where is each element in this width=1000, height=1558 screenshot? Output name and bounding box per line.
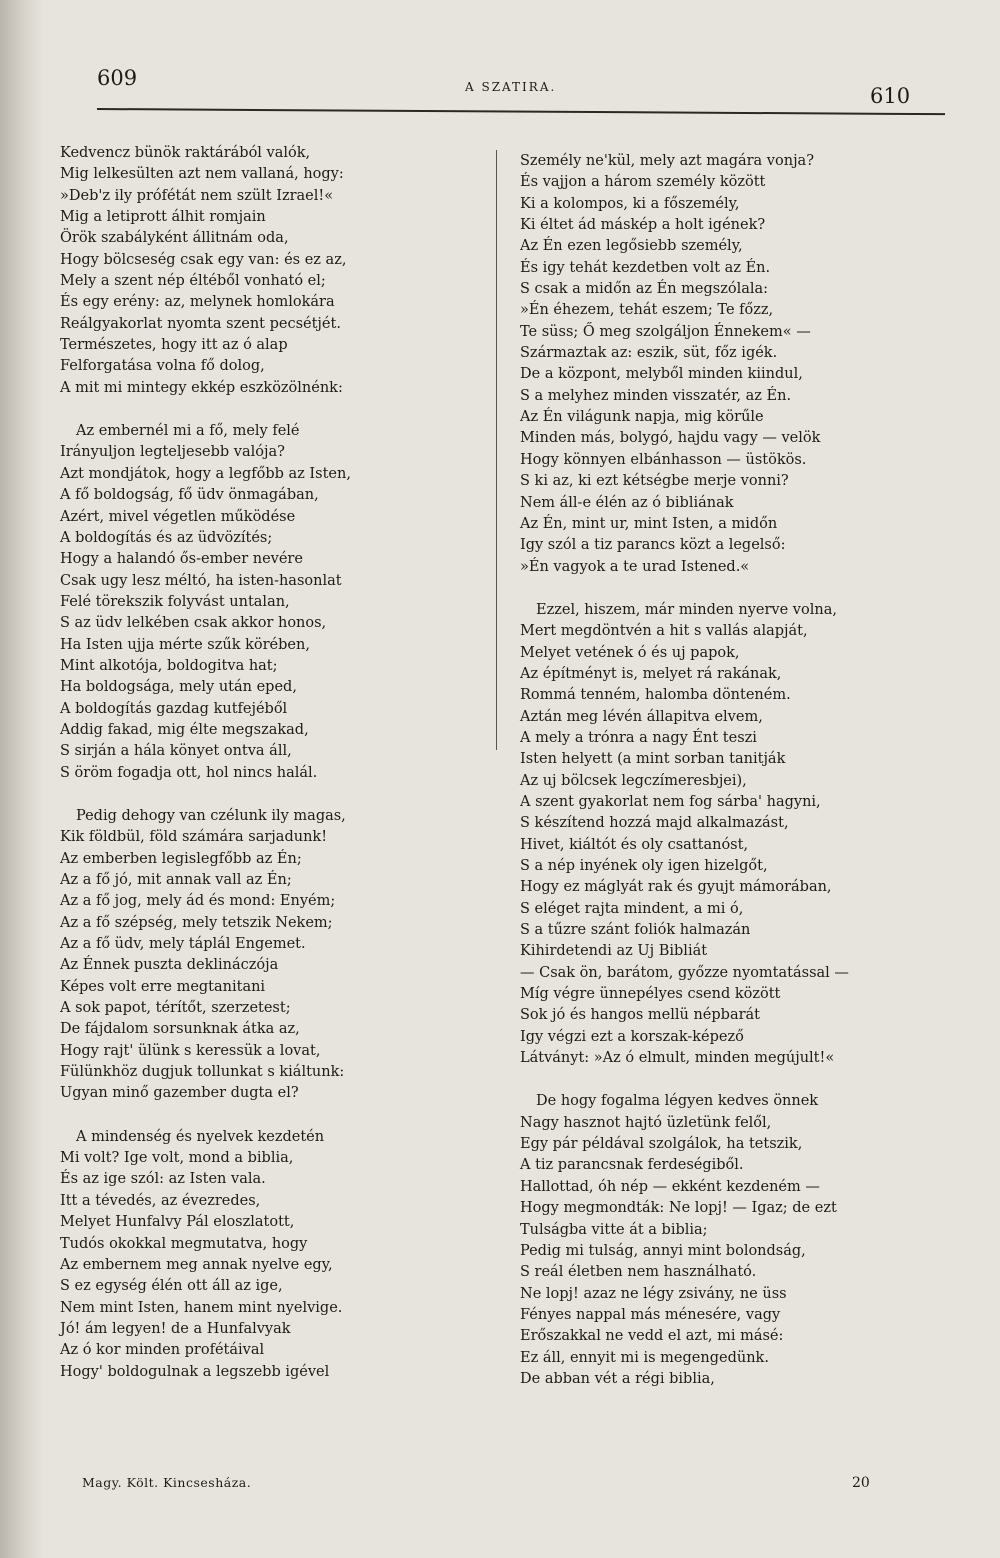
verse-line: Ne lopj! azaz ne légy zsivány, ne üss (520, 1285, 787, 1302)
verse-line: Sok jó és hangos mellü népbarát (520, 1007, 760, 1024)
verse-line: Rommá tenném, halomba dönteném. (520, 687, 791, 704)
verse-line: Mert megdöntvén a hit s vallás alapját, (520, 623, 808, 640)
verse-line: De fájdalom sorsunknak átka az, (60, 1021, 300, 1038)
verse-line: — Csak ön, barátom, győzze nyomtatással — (520, 964, 849, 981)
verse-line: Származtak az: eszik, süt, főz igék. (520, 345, 778, 362)
verse-line: Képes volt erre megtanitani (60, 978, 266, 995)
verse-line: A sok papot, térítőt, szerzetest; (60, 1000, 291, 1017)
verse-line: Egy pár példával szolgálok, ha tetszik, (520, 1136, 803, 1153)
verse-line: Ezzel, hiszem, már minden nyerve volna, (536, 601, 837, 618)
left-column (60, 143, 488, 1405)
verse-line: Míg végre ünnepélyes csend között (520, 986, 781, 1003)
verse-line: Az emberben legislegfőbb az Én; (60, 850, 302, 867)
page-number-right: 610 (870, 84, 911, 108)
verse-line: S a melyhez minden visszatér, az Én. (520, 387, 792, 404)
verse-line: Tudós okokkal megmutatva, hogy (60, 1235, 308, 1252)
verse-line: Az uj bölcsek legczímeresbjei), (520, 772, 747, 789)
stanza (520, 151, 948, 578)
verse-line: S sirján a hála könyet ontva áll, (60, 743, 292, 760)
verse-line: A boldogítás és az üdvözítés; (60, 529, 273, 546)
verse-line: A mely a trónra a nagy Ént teszi (520, 729, 757, 746)
verse-line: Örök szabályként állitnám oda, (60, 230, 289, 247)
verse-line: Addig fakad, mig élte megszakad, (60, 721, 309, 738)
verse-line: Csak ugy lesz méltó, ha isten-hasonlat (60, 572, 342, 589)
verse-line: Az Én, mint ur, mint Isten, a midőn (520, 515, 778, 532)
verse-line: Felé törekszik folyvást untalan, (60, 593, 290, 610)
verse-line: A szent gyakorlat nem fog sárba' hagyni, (520, 793, 821, 810)
right-column (520, 151, 948, 1412)
verse-line: Kihirdetendi az Uj Bibliát (520, 943, 708, 960)
verse-line: Hallottad, óh nép — ekként kezdeném — (520, 1178, 820, 1195)
header-rule (97, 108, 945, 115)
verse-line: Mi volt? Ige volt, mond a biblia, (60, 1150, 294, 1167)
verse-line: Minden más, bolygó, hajdu vagy — velök (520, 430, 821, 447)
verse-line: S az üdv lelkében csak akkor honos, (60, 615, 327, 632)
verse-line: Kik földbül, föld számára sarjadunk! (60, 829, 328, 846)
verse-line: Hogy a halandó ős-ember nevére (60, 551, 303, 568)
verse-line: Mig lelkesülten azt nem vallaná, hogy: (60, 166, 344, 183)
verse-line: S eléget rajta mindent, a mi ó, (520, 900, 744, 917)
verse-line: S a nép inyének oly igen hizelgőt, (520, 858, 768, 874)
footer-signature-number: 20 (852, 1475, 870, 1491)
verse-line: Azért, mivel végetlen működése (60, 508, 296, 525)
verse-line: Az Én világunk napja, mig körűle (520, 409, 764, 426)
verse-line: Melyet Hunfalvy Pál eloszlatott, (60, 1214, 295, 1231)
verse-line: Hogy könnyen elbánhasson — üstökös. (520, 451, 807, 468)
verse-line: És vajjon a három személy között (520, 174, 766, 191)
verse-line: Te süss; Ő meg szolgáljon Énnekem« — (520, 323, 811, 340)
stanza (520, 600, 948, 1070)
verse-line: Fényes nappal más ménesére, vagy (520, 1306, 781, 1323)
verse-line: Hivet, kiáltót és oly csattanóst, (520, 836, 749, 853)
verse-line: S ez egység élén ott áll az ige, (60, 1278, 283, 1295)
stanza (60, 806, 488, 1105)
verse-line: S reál életben nem használható. (520, 1264, 757, 1281)
stanza (60, 421, 488, 784)
verse-line: Mely a szent nép éltéből vonható el; (60, 273, 326, 290)
stanza (520, 1091, 948, 1390)
verse-line: Igy szól a tiz parancs közt a legelső: (520, 537, 786, 554)
stanza (60, 143, 488, 399)
verse-line: »Én éhezem, tehát eszem; Te főzz, (520, 302, 774, 319)
footer-imprint: Magy. Költ. Kincsesháza. (82, 1475, 252, 1490)
verse-line: Hogy ez máglyát rak és gyujt mámorában, (520, 879, 832, 896)
verse-line: De a központ, melyből minden kiindul, (520, 366, 803, 383)
verse-line: A mindenség és nyelvek kezdetén (76, 1128, 325, 1145)
running-title: A SZATIRA. (465, 80, 557, 94)
verse-line: Reálgyakorlat nyomta szent pecsétjét. (60, 315, 341, 332)
verse-line: Az Én ezen legősiebb személy, (520, 238, 743, 255)
verse-line: Jó! ám legyen! de a Hunfalvyak (60, 1320, 291, 1337)
verse-line: Fülünkhöz dugjuk tollunkat s kiáltunk: (60, 1064, 345, 1081)
verse-line: Az ó kor minden profétáival (60, 1342, 265, 1359)
verse-line: S készítend hozzá majd alkalmazást, (520, 815, 789, 832)
verse-line: Az a fő jó, mit annak vall az Én; (60, 872, 292, 888)
verse-line: Az Énnek puszta deklináczója (60, 957, 279, 974)
column-divider (496, 150, 497, 750)
page-edge-shadow (0, 0, 44, 1558)
verse-line: Erőszakkal ne vedd el azt, mi másé: (520, 1328, 784, 1345)
verse-line: Hogy megmondták: Ne lopj! — Igaz; de ezt (520, 1200, 837, 1217)
verse-line: S a tűzre szánt foliók halmazán (520, 922, 751, 939)
verse-line: Aztán meg lévén állapitva elvem, (520, 708, 763, 725)
verse-line: S ki az, ki ezt kétségbe merje vonni? (520, 473, 789, 490)
verse-line: S öröm fogadja ott, hol nincs halál. (60, 764, 318, 781)
stanza (60, 1127, 488, 1383)
verse-line: Az a fő szépség, mely tetszik Nekem; (60, 914, 333, 931)
verse-line: És igy tehát kezdetben volt az Én. (520, 259, 771, 276)
verse-line: A fő boldogság, fő üdv önmagában, (60, 487, 319, 504)
page-number-left: 609 (97, 66, 138, 90)
verse-line: És egy erény: az, melynek homlokára (60, 294, 335, 311)
verse-line: Isten helyett (a mint sorban tanitják (520, 751, 786, 768)
verse-line: Felforgatása volna fő dolog, (60, 358, 265, 375)
verse-line: Azt mondjátok, hogy a legfőbb az Isten, (60, 465, 351, 482)
verse-line: Az a fő üdv, mely táplál Engemet. (60, 936, 306, 953)
verse-line: Ki a kolompos, ki a főszemély, (520, 195, 740, 212)
verse-line: A tiz parancsnak ferdeségiből. (520, 1157, 744, 1174)
verse-line: Ugyan minő gazember dugta el? (60, 1085, 299, 1102)
verse-line: »Én vagyok a te urad Istened.« (520, 558, 750, 575)
verse-line: Látványt: »Az ó elmult, minden megújult!« (520, 1050, 835, 1067)
verse-line: Ki éltet ád máskép a holt igének? (520, 217, 766, 234)
verse-line: S csak a midőn az Én megszólala: (520, 281, 769, 298)
verse-line: De hogy fogalma légyen kedves önnek (536, 1093, 819, 1110)
page-header (0, 0, 1000, 130)
verse-line: Az embernél mi a fő, mely felé (76, 423, 300, 440)
verse-line: Az építményt is, melyet rá rakának, (520, 665, 782, 682)
verse-line: Mig a letiprott álhit romjain (60, 209, 266, 226)
verse-line: Az embernem meg annak nyelve egy, (60, 1256, 333, 1273)
verse-line: Az a fő jog, mely ád és mond: Enyém; (60, 893, 336, 910)
verse-line: Ez áll, ennyit mi is megengedünk. (520, 1349, 769, 1366)
verse-line: Melyet vetének ó és uj papok, (520, 644, 740, 661)
verse-line: És az ige szól: az Isten vala. (60, 1171, 266, 1188)
verse-line: Hogy' boldogulnak a legszebb igével (60, 1363, 330, 1380)
verse-line: Irányuljon legteljesebb valója? (60, 444, 285, 461)
verse-line: Itt a tévedés, az évezredes, (60, 1192, 261, 1209)
verse-line: Pedig dehogy van czélunk ily magas, (76, 807, 346, 824)
verse-line: »Deb'z ily prófétát nem szült Izrael!« (60, 187, 334, 204)
verse-line: Tulságba vitte át a biblia; (520, 1221, 708, 1238)
verse-line: Kedvencz bünök raktárából valók, (60, 145, 311, 161)
verse-line: Személy ne'kül, mely azt magára vonja? (520, 153, 814, 169)
verse-line: Nagy hasznot hajtó üzletünk felől, (520, 1114, 772, 1131)
verse-line: Igy végzi ezt a korszak-képező (520, 1028, 744, 1045)
verse-line: De abban vét a régi biblia, (520, 1370, 715, 1387)
verse-line: Természetes, hogy itt az ó alap (60, 337, 288, 354)
verse-line: Hogy rajt' ülünk s keressük a lovat, (60, 1042, 321, 1059)
verse-line: Mint alkotója, boldogitva hat; (60, 657, 278, 674)
verse-line: Ha Isten ujja mérte szűk körében, (60, 636, 310, 653)
verse-line: A boldogítás gazdag kutfejéből (60, 700, 288, 717)
verse-line: A mit mi mintegy ekkép eszközölnénk: (60, 379, 343, 396)
verse-line: Nem áll-e élén az ó bibliának (520, 494, 734, 511)
verse-line: Nem mint Isten, hanem mint nyelvige. (60, 1299, 343, 1316)
verse-line: Ha boldogsága, mely után eped, (60, 679, 297, 696)
verse-line: Hogy bölcseség csak egy van: és ez az, (60, 251, 347, 268)
verse-line: Pedig mi tulság, annyi mint bolondság, (520, 1242, 806, 1259)
